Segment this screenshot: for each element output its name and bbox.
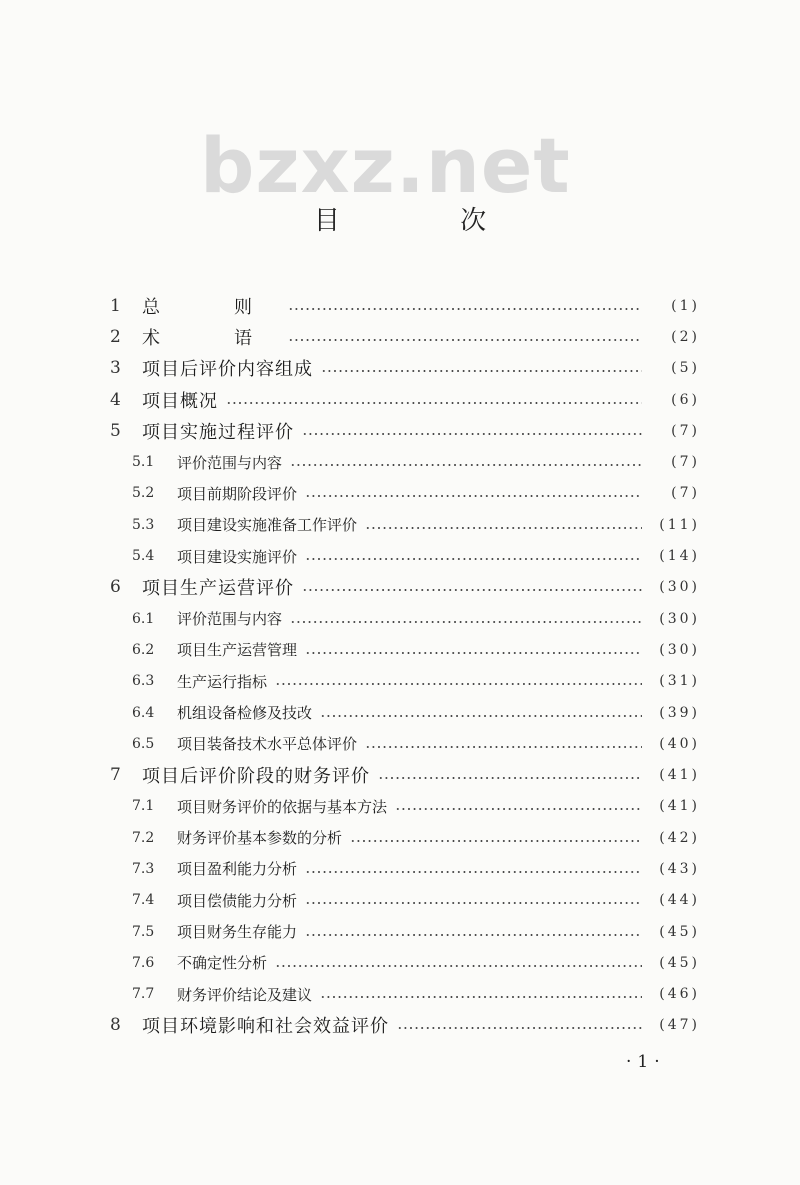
toc-entry-title: 评价范围与内容 bbox=[177, 610, 283, 629]
toc-entry-title: 项目偿债能力分析 bbox=[177, 891, 298, 910]
dot-leader bbox=[275, 683, 642, 685]
toc-entry-number: 6.4 bbox=[132, 704, 155, 721]
toc-entry-number: 7.2 bbox=[132, 829, 155, 846]
dot-leader bbox=[305, 902, 642, 904]
toc-entry[interactable] bbox=[110, 728, 700, 759]
toc-entry-title: 项目生产运营评价 bbox=[142, 578, 294, 600]
dot-leader bbox=[226, 402, 642, 404]
toc-entry[interactable] bbox=[110, 822, 700, 853]
dot-leader bbox=[302, 433, 642, 435]
toc-entry[interactable] bbox=[110, 759, 700, 790]
toc-entry[interactable] bbox=[110, 666, 700, 697]
dot-leader bbox=[365, 746, 642, 748]
toc-entry[interactable] bbox=[110, 791, 700, 822]
toc-entry-number: 1 bbox=[110, 295, 121, 316]
toc-entry-page: (2) bbox=[671, 328, 700, 345]
toc-entry[interactable] bbox=[110, 853, 700, 884]
toc-entry-number: 6.5 bbox=[132, 735, 155, 752]
toc-entry-page: (41) bbox=[659, 798, 700, 815]
toc-entry[interactable] bbox=[110, 572, 700, 603]
toc-entry-title: 项目环境影响和社会效益评价 bbox=[142, 1016, 389, 1038]
toc-entry-title: 项目建设实施评价 bbox=[177, 547, 298, 566]
toc-entry-page: (1) bbox=[671, 297, 700, 314]
toc-entry-title: 项目建设实施准备工作评价 bbox=[177, 516, 358, 535]
dot-leader bbox=[378, 777, 642, 779]
toc-entry-title: 术 语 bbox=[142, 327, 280, 349]
toc-entry-title: 项目财务生存能力 bbox=[177, 923, 298, 942]
toc-entry-page: (47) bbox=[659, 1017, 700, 1034]
toc-entry-page: (7) bbox=[671, 454, 700, 471]
toc-entry-page: (7) bbox=[671, 485, 700, 502]
toc-entry-title: 生产运行指标 bbox=[177, 672, 268, 691]
toc-entry-title: 财务评价基本参数的分析 bbox=[177, 829, 343, 848]
dot-leader bbox=[321, 370, 642, 372]
toc-entry-title: 评价范围与内容 bbox=[177, 453, 283, 472]
toc-entry[interactable] bbox=[110, 290, 700, 321]
toc-entry-page: (11) bbox=[659, 516, 700, 533]
toc-entry[interactable] bbox=[110, 321, 700, 352]
toc-entry[interactable] bbox=[110, 1010, 700, 1041]
toc-entry-title: 总 则 bbox=[142, 296, 280, 318]
toc-entry-title: 财务评价结论及建议 bbox=[177, 985, 313, 1004]
toc-entry-page: (30) bbox=[659, 579, 700, 596]
toc-entry[interactable] bbox=[110, 478, 700, 509]
toc-entry-number: 5.4 bbox=[132, 548, 155, 565]
toc-entry-page: (40) bbox=[659, 735, 700, 752]
toc-entry[interactable] bbox=[110, 885, 700, 916]
dot-leader bbox=[395, 808, 642, 810]
dot-leader bbox=[320, 996, 642, 998]
toc-entry-title: 项目盈利能力分析 bbox=[177, 860, 298, 879]
toc-entry[interactable] bbox=[110, 603, 700, 634]
toc-entry-number: 6.3 bbox=[132, 673, 155, 690]
dot-leader bbox=[275, 965, 642, 967]
toc-entry-page: (5) bbox=[671, 360, 700, 377]
page-title: 目 次 bbox=[313, 206, 543, 236]
toc-entry-page: (41) bbox=[659, 767, 700, 784]
dot-leader bbox=[350, 840, 642, 842]
toc-entry-page: (7) bbox=[671, 422, 700, 439]
dot-leader bbox=[305, 558, 642, 560]
toc-entry-number: 7.1 bbox=[132, 798, 155, 815]
toc-entry[interactable] bbox=[110, 947, 700, 978]
toc-entry[interactable] bbox=[110, 509, 700, 540]
dot-leader bbox=[305, 652, 642, 654]
dot-leader bbox=[288, 339, 642, 341]
dot-leader bbox=[305, 495, 642, 497]
dot-leader bbox=[290, 464, 642, 466]
toc-entry-title: 项目实施过程评价 bbox=[142, 421, 294, 443]
toc-entry-page: (30) bbox=[659, 610, 700, 627]
dot-leader bbox=[288, 308, 642, 310]
toc-entry-number: 7.7 bbox=[132, 986, 155, 1003]
toc-entry-page: (6) bbox=[671, 391, 700, 408]
toc-entry-page: (31) bbox=[659, 673, 700, 690]
toc-entry-title: 项目后评价阶段的财务评价 bbox=[142, 766, 370, 788]
toc-entry-page: (46) bbox=[659, 986, 700, 1003]
toc-entry-number: 2 bbox=[110, 326, 121, 347]
toc-entry-page: (43) bbox=[659, 860, 700, 877]
toc-entry-page: (45) bbox=[659, 954, 700, 971]
toc-entry[interactable] bbox=[110, 353, 700, 384]
toc-entry-number: 3 bbox=[110, 358, 121, 379]
toc-entry-page: (39) bbox=[659, 704, 700, 721]
toc-entry-number: 6.1 bbox=[132, 610, 155, 627]
dot-leader bbox=[365, 527, 642, 529]
toc-entry-number: 5.1 bbox=[132, 454, 155, 471]
table-of-contents bbox=[110, 290, 700, 1041]
dot-leader bbox=[302, 589, 642, 591]
watermark: bzxz.net bbox=[200, 121, 571, 210]
toc-entry-number: 5.3 bbox=[132, 516, 155, 533]
toc-entry[interactable] bbox=[110, 916, 700, 947]
toc-entry-title: 项目生产运营管理 bbox=[177, 641, 298, 660]
toc-entry-number: 7.6 bbox=[132, 954, 155, 971]
toc-entry-page: (42) bbox=[659, 829, 700, 846]
toc-entry[interactable] bbox=[110, 446, 700, 477]
toc-entry[interactable] bbox=[110, 540, 700, 571]
toc-entry-number: 8 bbox=[110, 1015, 121, 1036]
dot-leader bbox=[320, 715, 642, 717]
dot-leader bbox=[290, 621, 642, 623]
toc-entry-number: 6.2 bbox=[132, 641, 155, 658]
toc-entry-page: (45) bbox=[659, 923, 700, 940]
toc-entry-number: 5.2 bbox=[132, 485, 155, 502]
toc-entry[interactable] bbox=[110, 979, 700, 1010]
toc-entry-title: 机组设备检修及技改 bbox=[177, 704, 313, 722]
dot-leader bbox=[305, 871, 642, 873]
dot-leader bbox=[397, 1027, 642, 1029]
page-number: ·1· bbox=[626, 1052, 666, 1072]
toc-entry[interactable] bbox=[110, 384, 700, 415]
dot-leader bbox=[305, 934, 642, 936]
toc-entry-title: 项目财务评价的依据与基本方法 bbox=[177, 797, 388, 816]
toc-entry-page: (30) bbox=[659, 641, 700, 658]
toc-entry-title: 项目前期阶段评价 bbox=[177, 484, 298, 503]
toc-entry[interactable] bbox=[110, 634, 700, 665]
toc-entry-number: 5 bbox=[110, 420, 121, 441]
toc-entry[interactable] bbox=[110, 415, 700, 446]
toc-entry[interactable] bbox=[110, 697, 700, 728]
toc-entry-number: 7.3 bbox=[132, 860, 155, 877]
toc-entry-number: 7 bbox=[110, 765, 121, 786]
toc-entry-number: 6 bbox=[110, 577, 121, 598]
toc-entry-page: (44) bbox=[659, 892, 700, 909]
toc-entry-title: 项目概况 bbox=[142, 390, 218, 412]
toc-entry-number: 4 bbox=[110, 389, 121, 410]
toc-entry-title: 不确定性分析 bbox=[177, 954, 268, 973]
toc-entry-page: (14) bbox=[659, 548, 700, 565]
toc-entry-number: 7.4 bbox=[132, 892, 155, 909]
toc-entry-title: 项目装备技术水平总体评价 bbox=[177, 735, 358, 754]
toc-entry-number: 7.5 bbox=[132, 923, 155, 940]
toc-entry-title: 项目后评价内容组成 bbox=[142, 359, 313, 381]
